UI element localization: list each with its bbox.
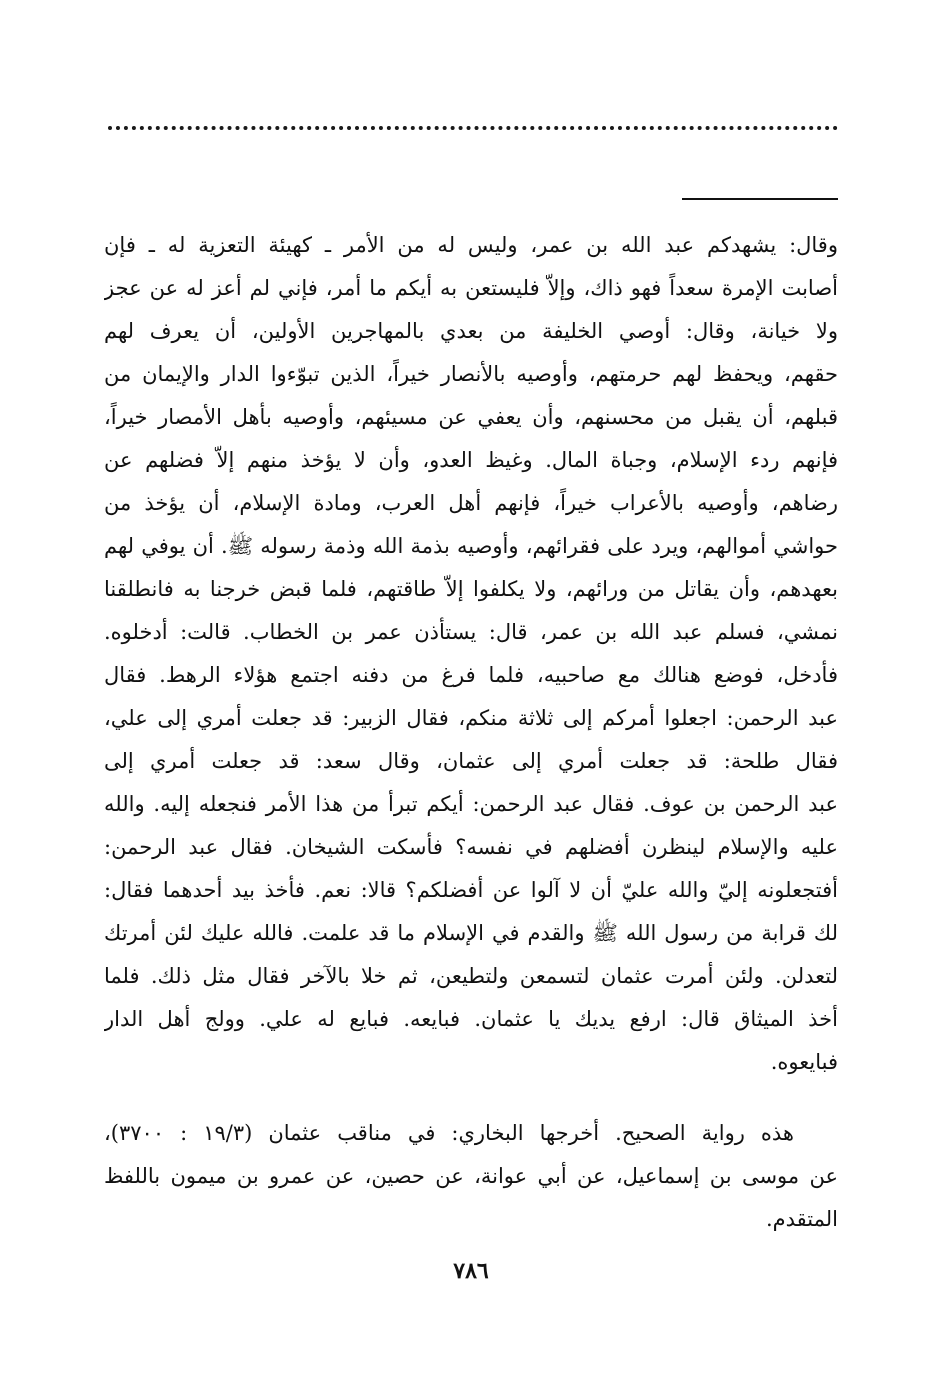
footnote-rule [682,198,838,200]
text-line: أفتجعلونه إليّ والله عليّ أن لا آلوا عن أفضلكم؟ قالا: نعم. فأخذ بيد أحدهما فقال: [104,878,838,902]
text-line: فأدخل، فوضع هنالك مع صاحبيه، فلما فرغ من دفنه اجتمع هؤلاء الرهط. فقال [104,663,838,687]
text-line: لتعدلن. ولئن أمرت عثمان لتسمعن ولتطيعن، ثم خلا بالآخر فقال مثل ذلك. فلما [104,964,838,988]
text-line: فبايعوه. [770,1050,838,1074]
text-line: عليه والإسلام لينظرن أفضلهم في نفسه؟ فأسكت الشيخان. فقال عبد الرحمن: [104,835,838,859]
source-note-line: المتقدم. [765,1207,838,1231]
text-line: عبد الرحمن: اجعلوا أمركم إلى ثلاثة منكم، فقال الزبير: قد جعلت أمري إلى علي، [104,706,838,730]
text-line: ولا خيانة، وقال: أوصي الخليفة من بعدي بالمهاجرين الأولين، أن يعرف لهم [104,319,838,343]
text-line: عبد الرحمن بن عوف. فقال عبد الرحمن: أيكم تبرأ من هذا الأمر فنجعله إليه. والله [104,792,838,816]
main-text-block [104,224,838,1084]
source-note-block [104,1112,838,1241]
text-line: بعهدهم، وأن يقاتل من ورائهم، ولا يكلفوا إلاّ طاقتهم، فلما قبض خرجنا به فانطلقنا [104,577,838,601]
text-line: وقال: يشهدكم عبد الله بن عمر، وليس له من الأمر ـ كهيئة التعزية له ـ فإن [104,233,838,257]
text-line: فقال طلحة: قد جعلت أمري إلى عثمان، وقال سعد: قد جعلت أمري إلى [104,749,838,773]
text-line: أصابت الإمرة سعداً فهو ذاك، وإلاّ فليستعن به أيكم ما أمر، فإني لم أعز له عن عجز [104,276,838,300]
text-line: فإنهم ردء الإسلام، وجباة المال. وغيظ العدو، وأن لا يؤخذ منهم إلاّ فضلهم عن [104,448,838,472]
text-line: حواشي أموالهم، ويرد على فقرائهم، وأوصيه بذمة الله وذمة رسوله ﷺ. أن يوفي لهم [104,534,838,558]
text-line: نمشي، فسلم عبد الله بن عمر، قال: يستأذن عمر بن الخطاب. قالت: أدخلوه. [104,620,838,644]
dotted-separator [108,126,838,130]
text-line: أخذ الميثاق قال: ارفع يديك يا عثمان. فبايعه. فبايع له علي. وولج أهل الدار [104,1007,838,1031]
page-number: ٧٨٦ [453,1258,489,1284]
text-line: رضاهم، وأوصيه بالأعراب خيراً، فإنهم أهل العرب، ومادة الإسلام، أن يؤخذ من [104,491,838,515]
text-line: حقهم، ويحفظ لهم حرمتهم، وأوصيه بالأنصار خيراً، الذين تبوّءوا الدار والإيمان من [104,362,838,386]
source-note-line: هذه رواية الصحيح. أخرجها البخاري: في مناقب عثمان (١٩/٣ : ٣٧٠٠)، [104,1121,794,1145]
source-note-line: عن موسى بن إسماعيل، عن أبي عوانة، عن حصين، عن عمرو بن ميمون باللفظ [104,1164,838,1188]
text-line: لك قرابة من رسول الله ﷺ والقدم في الإسلام ما قد علمت. فالله عليك لئن أمرتك [104,921,838,945]
text-line: قبلهم، أن يقبل من محسنهم، وأن يعفي عن مسيئهم، وأوصيه بأهل الأمصار خيراً، [104,405,838,429]
